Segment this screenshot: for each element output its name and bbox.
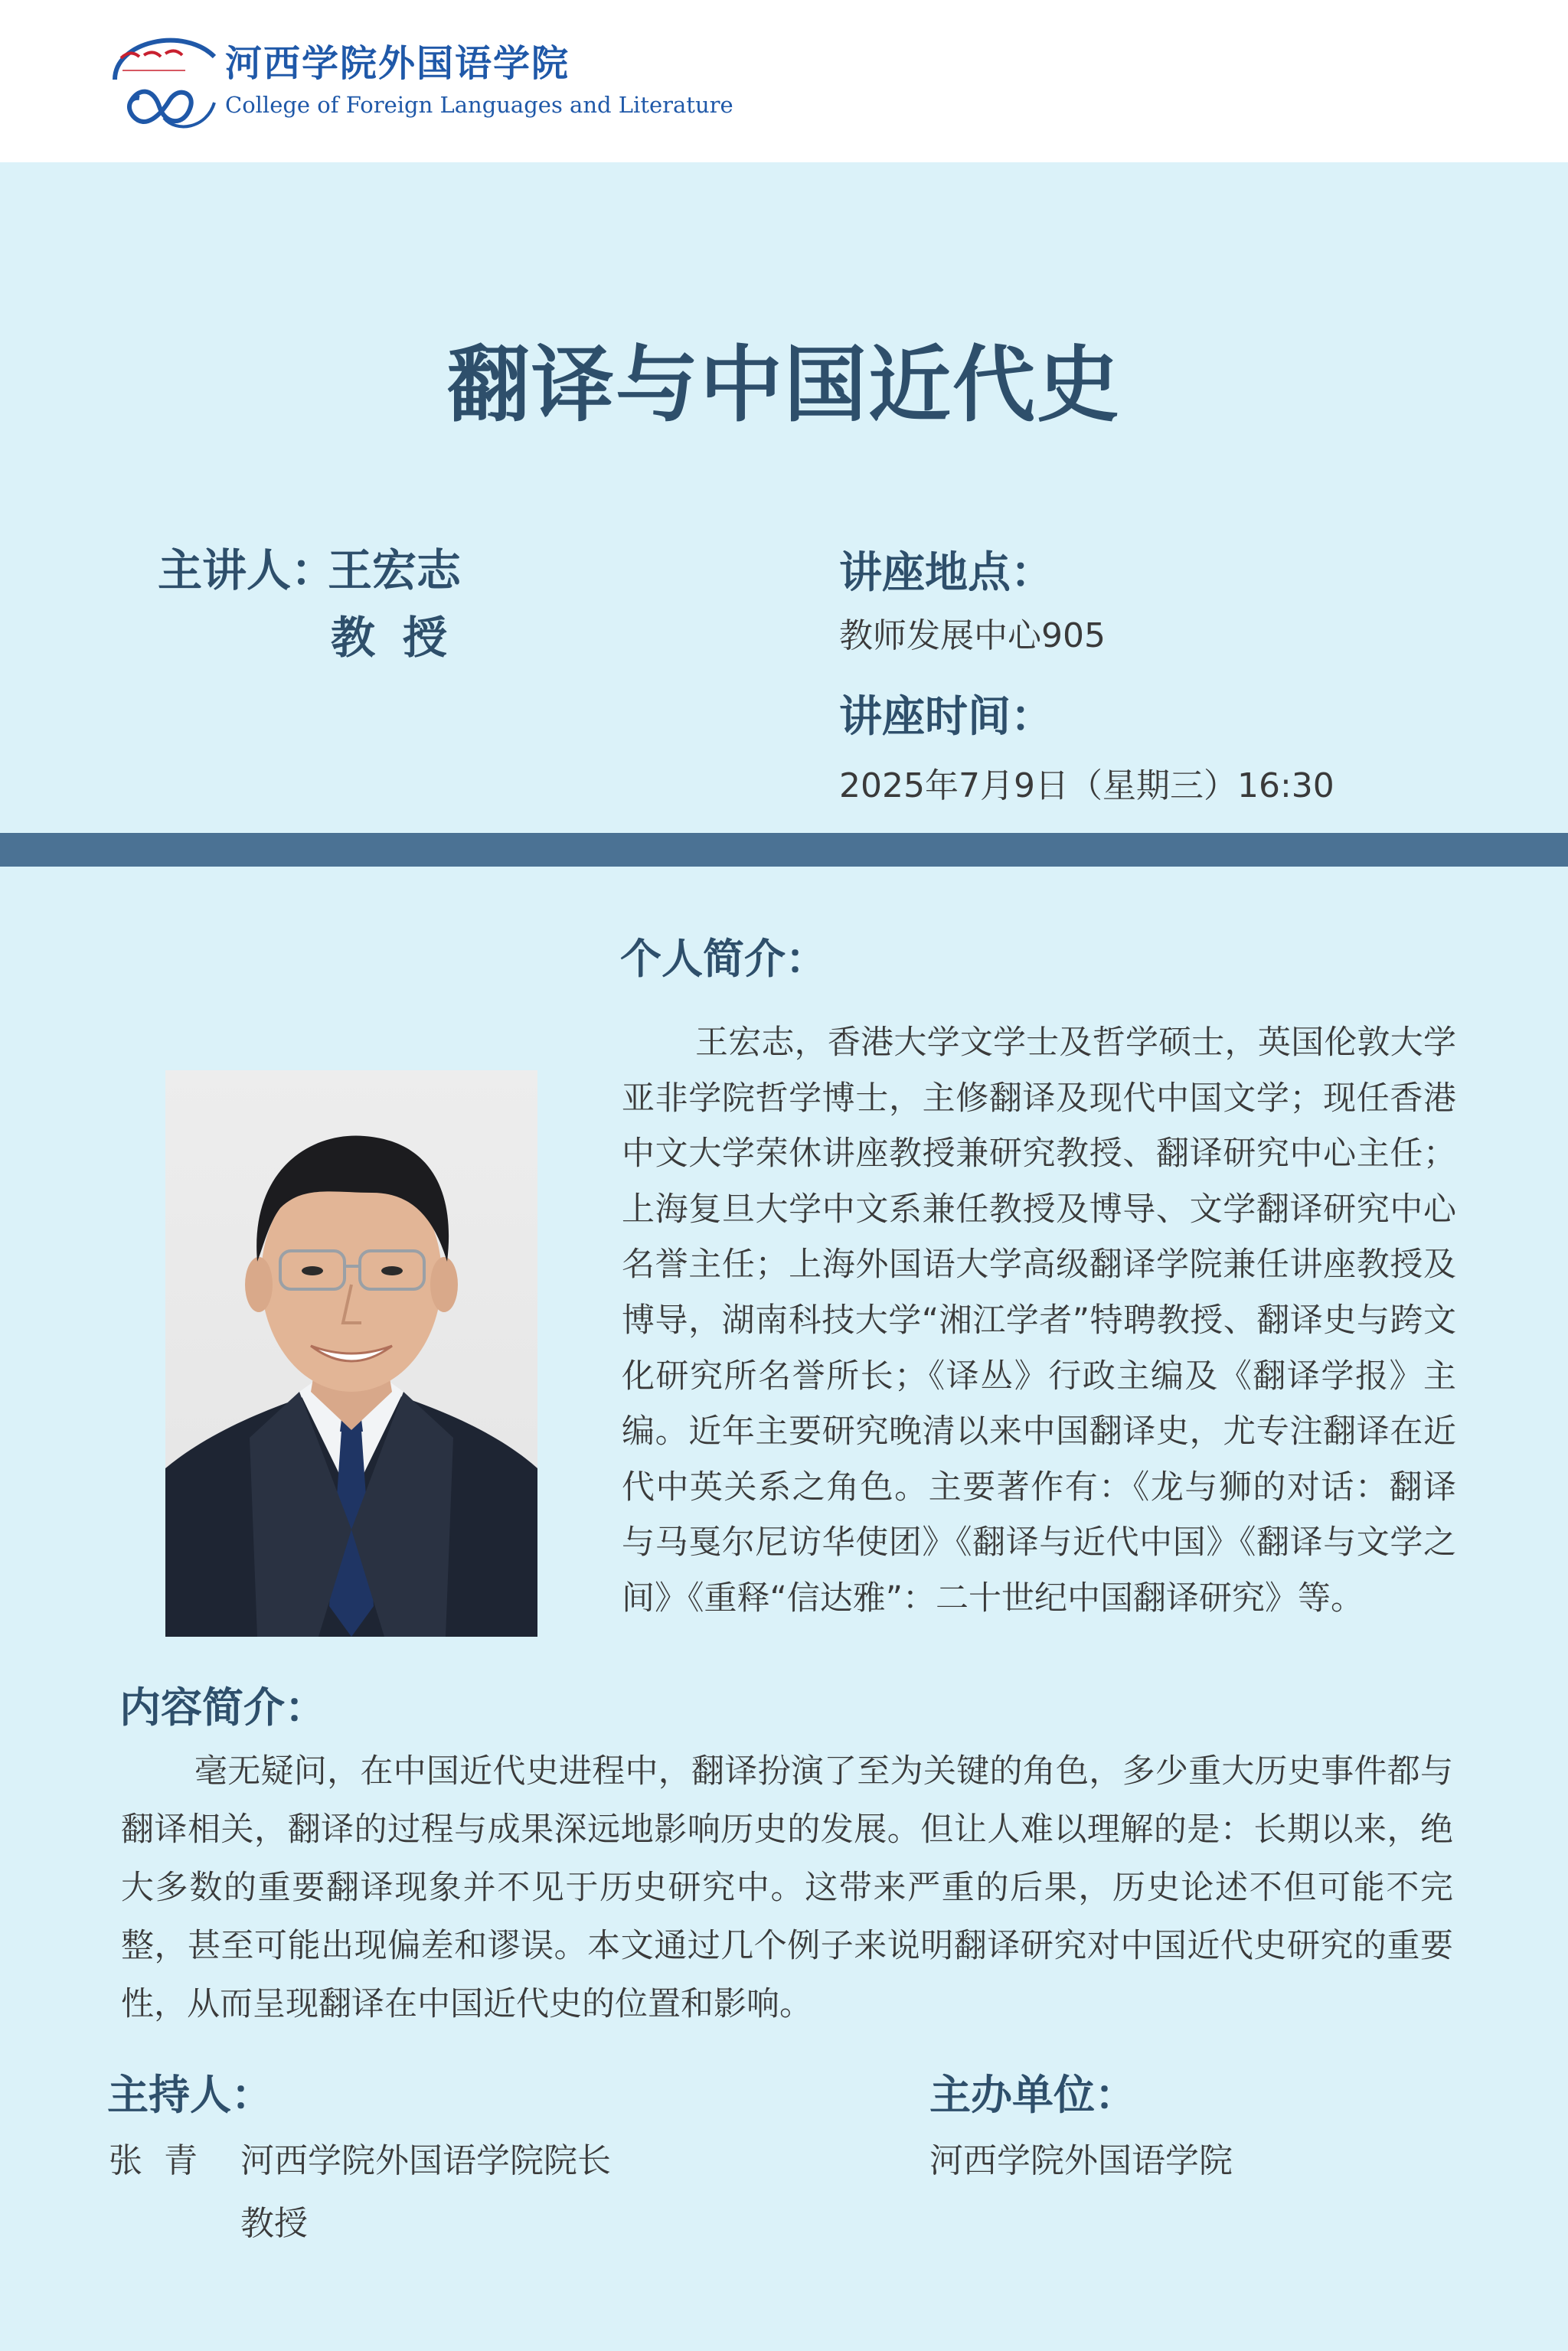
hexi-university-logo-icon — [100, 26, 222, 141]
bio-heading: 个人简介： — [620, 934, 827, 983]
page-title: 翻译与中国近代史 — [446, 337, 1121, 433]
venue-value: 教师发展中心905 — [839, 616, 1106, 655]
bio-text: 王宏志，香港大学文学士及哲学硕士，英国伦敦大学亚非学院哲学博士，主修翻译及现代中国文学；现任香港中文大学荣休讲座教授兼研究教授、翻译研究中心主任；上海复旦大学中文系兼任教授及博导、文学翻译研究中心名誉主任；上海外国语大学高级翻译学院兼任讲座教授及博导，湖南科技大学“湘江学者”特聘教授、翻译史与跨文化研究所名誉所长；《译丛》行政主编及《翻译学报》主编。近年主要研究晚清以来中国翻译史，尤专注翻译在近代中英关系之角色。主要著作有：《龙与狮的对话：翻译与马戛尔尼访华使团》《翻译与近代中国》《翻译与文学之间》《重释“信达雅”：二十世纪中国翻译研究》等。 — [622, 1024, 1456, 1618]
host-title: 教授 — [240, 2204, 308, 2243]
college-name-cn: 河西学院外国语学院 — [225, 42, 570, 85]
header — [0, 0, 1568, 162]
time-value: 2025年7月9日（星期三）16:30 — [839, 766, 1334, 805]
speaker-portrait — [165, 1070, 537, 1637]
organizer-value: 河西学院外国语学院 — [929, 2141, 1233, 2180]
venue-label: 讲座地点： — [839, 547, 1054, 598]
time-label: 讲座时间： — [839, 691, 1054, 742]
organizer-label: 主办单位： — [929, 2070, 1136, 2119]
speaker-label: 主讲人： — [158, 544, 336, 596]
speaker-title: 教授 — [331, 612, 475, 664]
host-role: 河西学院外国语学院院长 — [240, 2141, 611, 2180]
divider-band — [0, 833, 1568, 867]
college-name-en: College of Foreign Languages and Literature — [225, 92, 733, 118]
host-name: 张青 — [109, 2141, 219, 2180]
speaker-name: 王宏志 — [328, 544, 462, 596]
content-heading: 内容简介： — [119, 1683, 326, 1732]
host-label: 主持人： — [107, 2070, 273, 2119]
content-text: 毫无疑问，在中国近代史进程中，翻译扮演了至为关键的角色，多少重大历史事件都与翻译相关，翻译的过程与成果深远地影响历史的发展。但让人难以理解的是：长期以来，绝大多数的重要翻译现象并不见于历史研究中。这带来严重的后果，历史论述不但可能不完整，甚至可能出现偏差和谬误。本文通过几个例子来说明翻译研究对中国近代史研究的重要性，从而呈现翻译在中国近代史的位置和影响。 — [121, 1752, 1453, 2023]
